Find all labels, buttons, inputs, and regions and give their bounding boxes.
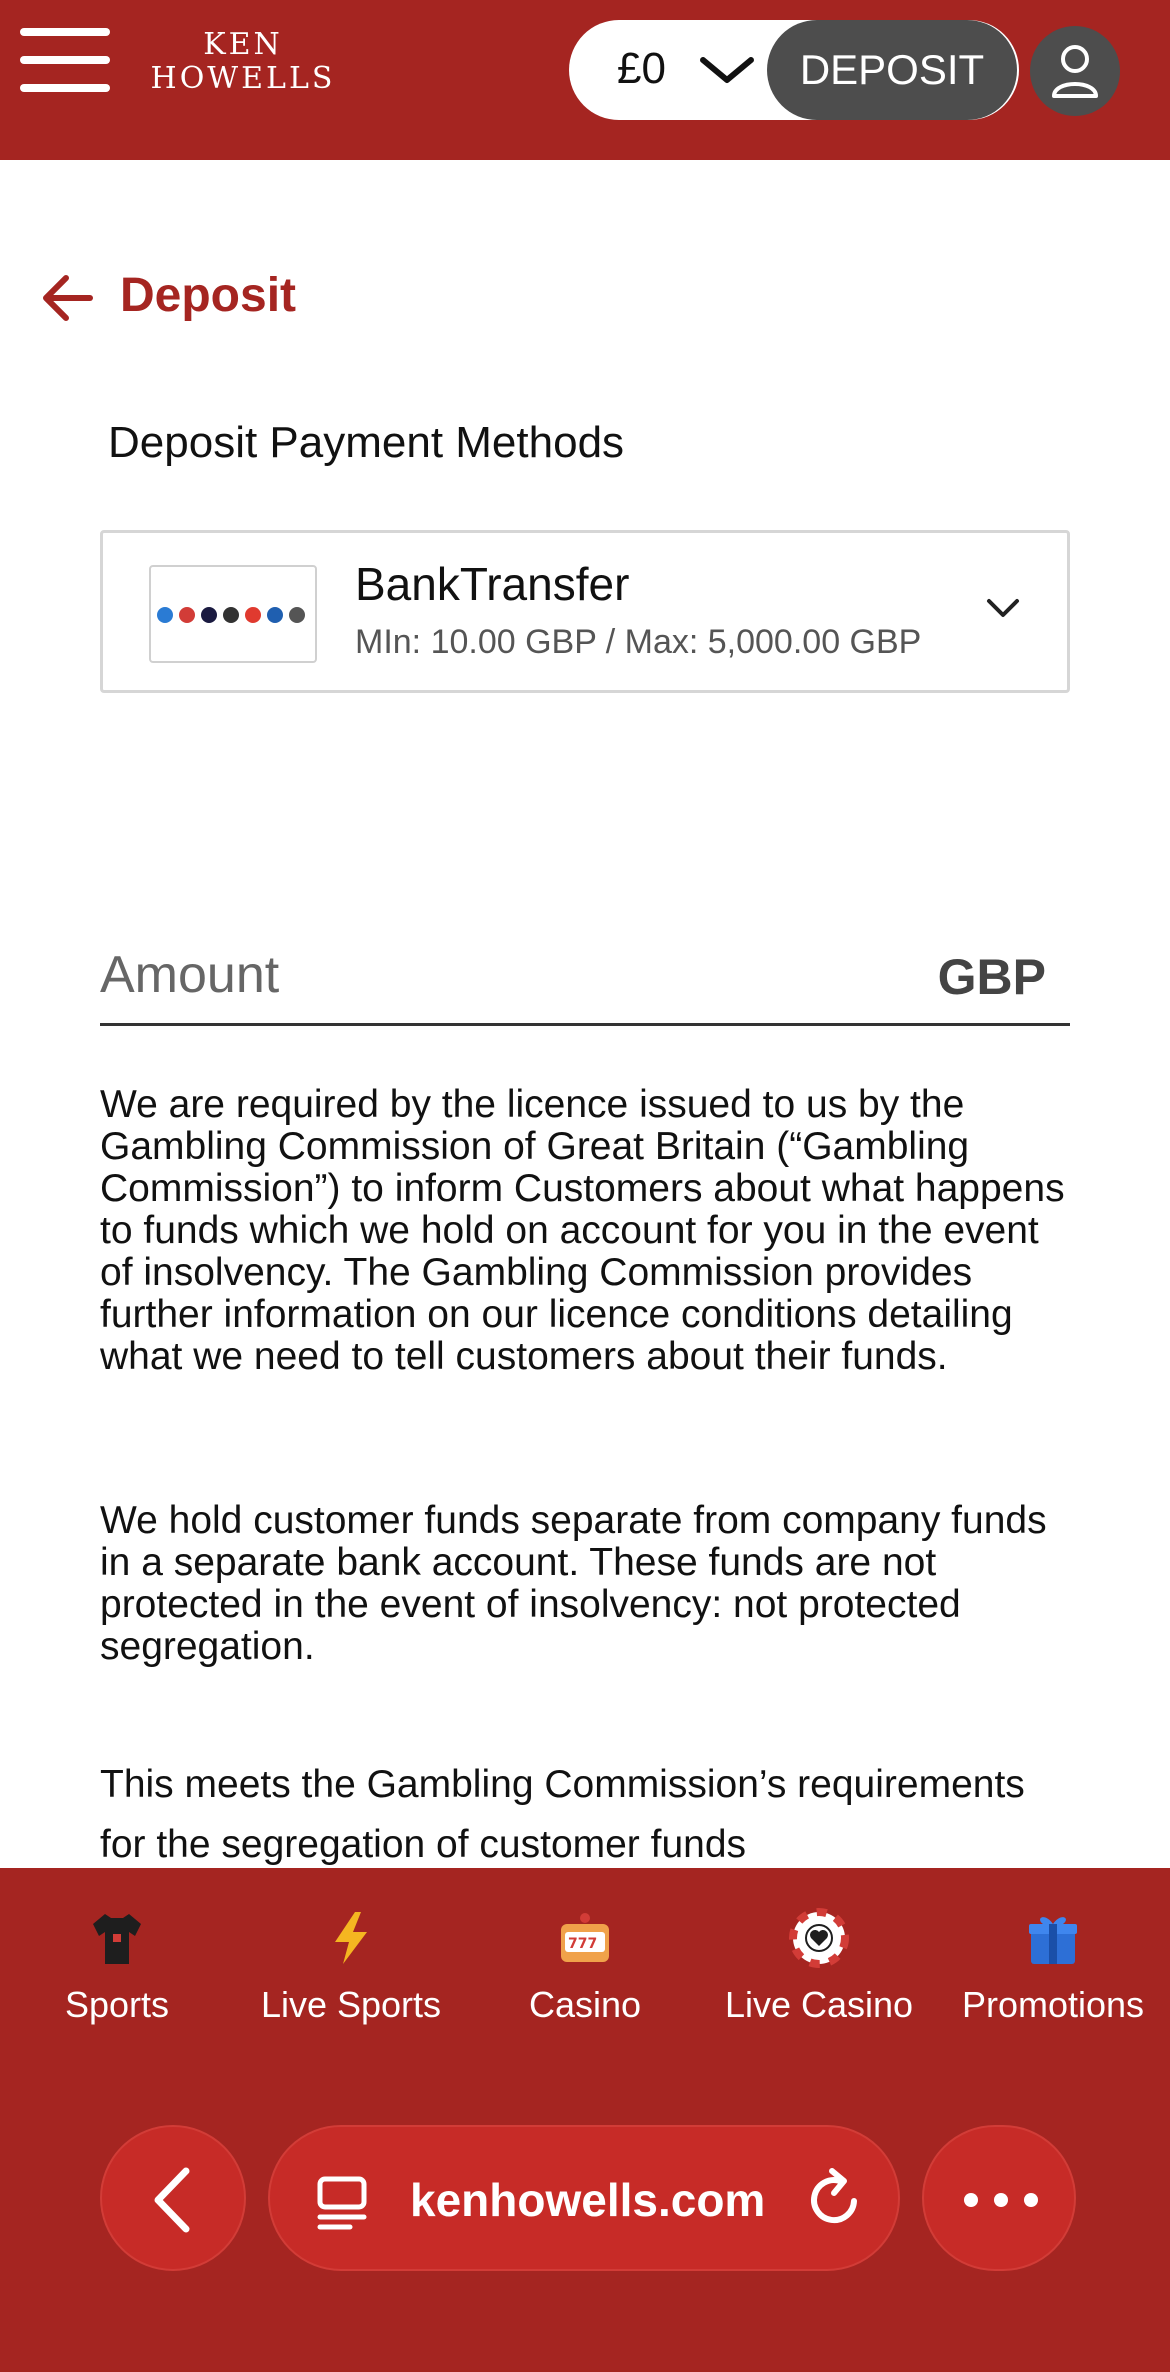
browser-back-button[interactable] <box>100 2125 246 2271</box>
logo-line2: HOWELLS <box>150 61 336 96</box>
payment-method-limits: MIn: 10.00 GBP / Max: 5,000.00 GBP <box>355 623 922 661</box>
back-arrow-icon[interactable] <box>40 270 96 326</box>
nav-item-promotions[interactable] <box>936 1908 1170 2058</box>
nav-label: Casino <box>528 1984 642 2025</box>
bank-logos-icon <box>149 565 317 663</box>
menu-icon[interactable] <box>20 28 110 92</box>
section-title: Deposit Payment Methods <box>108 418 625 467</box>
dot <box>1024 2193 1038 2207</box>
page-title: Deposit <box>120 269 297 322</box>
amount-field <box>100 930 1070 1026</box>
payment-method-selector[interactable] <box>100 530 1070 693</box>
amount-currency: GBP <box>937 949 1046 1005</box>
segregation-info-paragraph: We hold customer funds separate from company funds in a separate bank account. These funds are not protected in the event of insolvency: not protected segregation. <box>100 1499 1047 1668</box>
brand-logo[interactable] <box>138 28 348 96</box>
chevron-down-icon <box>697 50 757 90</box>
nav-item-sports[interactable] <box>0 1908 234 2058</box>
nav-label: Live Casino <box>724 1984 914 2025</box>
dot <box>964 2193 978 2207</box>
reload-icon[interactable] <box>800 2165 870 2235</box>
url-text: kenhowells.com <box>410 2174 766 2226</box>
insolvency-info-paragraph: We are required by the licence issued to us by the Gambling Commission of Great Britain (“Gambling Commission”) to inform Customers about what happens to funds which we hold on account for you in the event of insolvency. The Gambling Commission provides further information on our licence conditions detailing what we need to tell customers about their funds. <box>100 1083 1065 1378</box>
gift-icon <box>1023 1908 1083 1968</box>
more-options-button[interactable] <box>922 2125 1076 2271</box>
lightning-icon <box>321 1908 381 1968</box>
nav-label: Live Sports <box>260 1984 442 2025</box>
nav-item-live-casino[interactable] <box>702 1908 936 2058</box>
user-icon <box>1050 44 1100 98</box>
address-bar[interactable] <box>268 2125 900 2271</box>
bottom-navigation <box>0 1868 1170 2372</box>
chevron-left-icon <box>146 2165 202 2235</box>
dot <box>994 2193 1008 2207</box>
requirements-info-paragraph: This meets the Gambling Commission’s requirements for the segregation of customer funds <box>100 1763 1025 1866</box>
top-header <box>0 0 1170 160</box>
nav-label: Sports <box>64 1984 170 2025</box>
nav-item-casino[interactable] <box>468 1908 702 2058</box>
tabs-icon <box>314 2173 374 2233</box>
payment-method-name: BankTransfer <box>355 558 630 610</box>
chevron-down-icon <box>983 593 1023 623</box>
svg-text:777: 777 <box>568 1936 598 1952</box>
logo-line1: KEN <box>203 27 283 62</box>
nav-item-live-sports[interactable] <box>234 1908 468 2058</box>
shirt-icon <box>87 1908 147 1968</box>
amount-input[interactable] <box>100 940 900 1010</box>
nav-label: Promotions <box>961 1984 1145 2025</box>
slot-machine-icon <box>555 1908 615 1968</box>
account-button[interactable] <box>1030 26 1120 116</box>
deposit-button[interactable]: DEPOSIT <box>767 20 1017 120</box>
balance-amount: £0 <box>617 44 666 93</box>
casino-chip-icon <box>789 1908 849 1968</box>
